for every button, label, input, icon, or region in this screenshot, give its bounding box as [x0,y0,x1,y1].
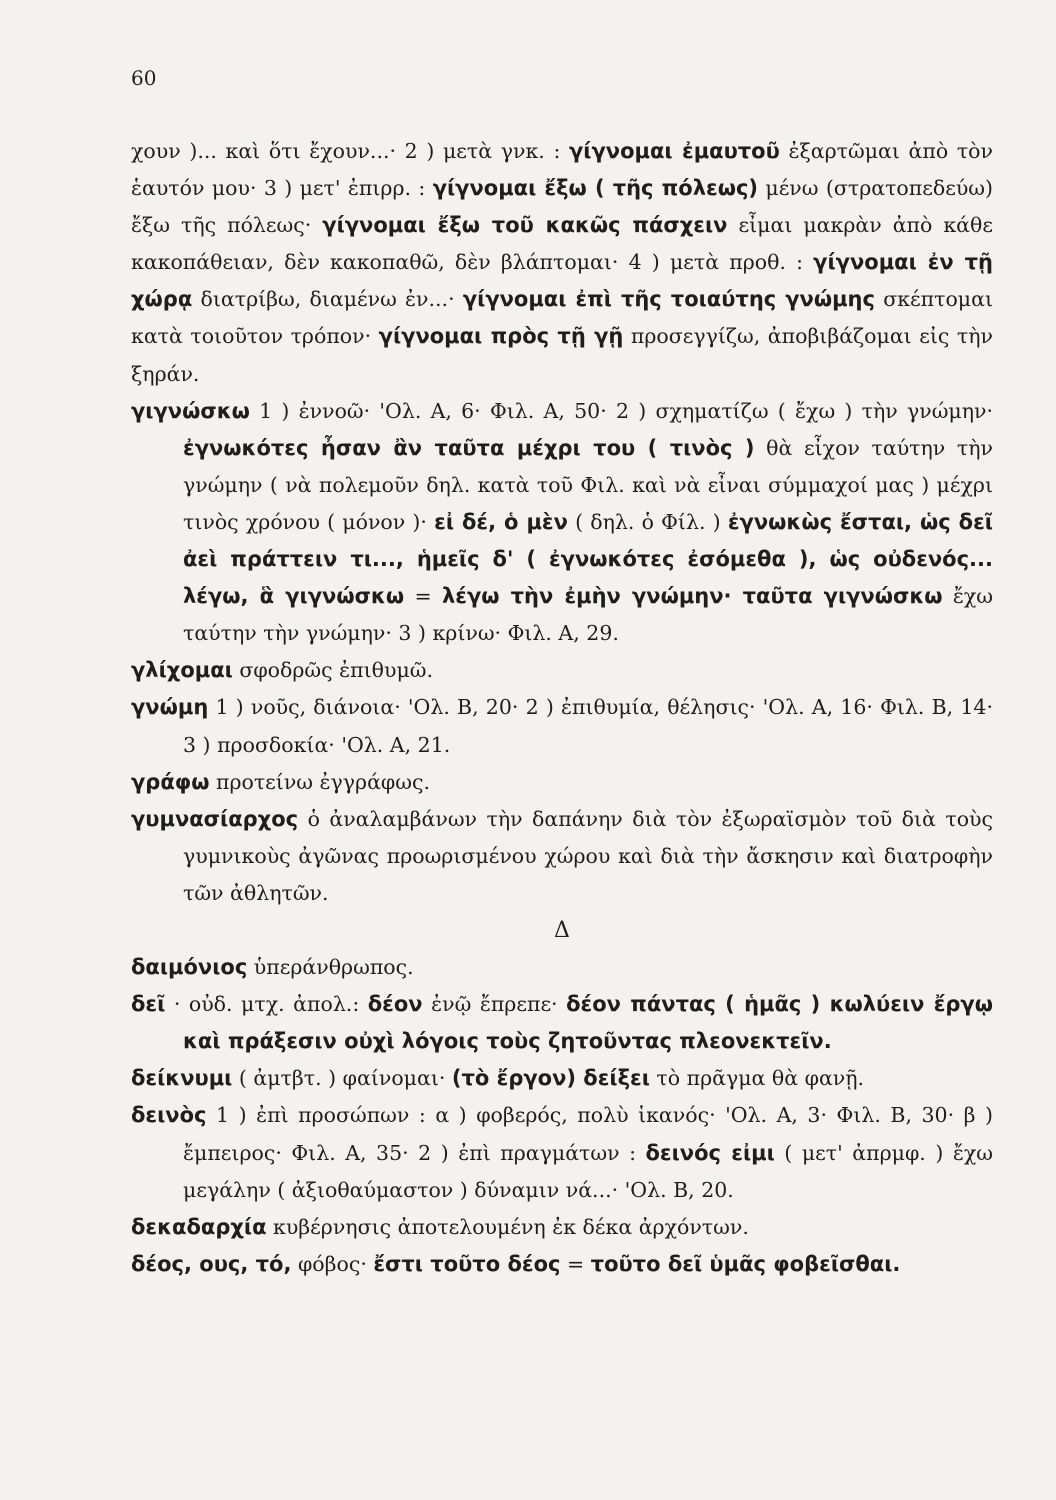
dictionary-entry [131,689,993,763]
bold-phrase: ἐγνωκότες ἦσαν ἂν ταῦτα μέχρι του ( τινὸς ) [183,435,755,460]
bold-phrase: γίγνομαι πρὸς τῇ γῇ [378,324,624,349]
entry-headword: δεῖ [131,992,166,1017]
bold-phrase: γίγνομαι ἐπὶ τῆς τοιαύτης γνώμης [462,287,875,312]
dictionary-entry [131,1097,993,1208]
entry-headword: δεινὸς [131,1103,207,1128]
dictionary-entry [131,652,993,689]
section-letter: Δ [554,917,570,943]
definition-text: 1 ) ἐννοῶ· 'Ολ. Α, 6· Φιλ. Α, 50· 2 ) σχηματίζω ( ἔχω ) τὴν γνώμην· [249,398,993,423]
entry-headword: δείκνυμι [131,1066,233,1091]
entry-headword: γυμνασίαρχος [131,806,299,831]
page-content [131,133,993,1283]
bold-phrase: γίγνομαι ἐμαυτοῦ [569,139,780,163]
definition-text: 1 ) νοῦς, διάνοια· 'Ολ. Β, 20· 2 ) ἐπιθυμία, θέλησις· 'Ολ. Α, 16· Φιλ. Β, 14· 3 ) προσδοκία· 'Ολ. Α, 21. [183,695,993,757]
definition-text: · οὐδ. μτχ. ἀπολ.: [165,992,368,1017]
entries-gamma [131,393,993,912]
dictionary-entry [131,393,993,653]
bold-phrase: γίγνομαι ἐν τῇ χώρᾳ [131,250,993,312]
definition-text: ἐνῷ ἔπρεπε· [422,992,567,1017]
definition-text: διατρίβω, διαμένω ἐν...· [192,287,463,312]
dictionary-entry [131,1060,993,1097]
definition-text: ( μετ' ἀπρμφ. ) ἔχω μεγάλην ( ἀξιοθαύμαστον ) δύναμιν νά...· 'Ολ. Β, 20. [183,1140,993,1202]
definition-text: σφοδρῶς ἐπιθυμῶ. [232,658,433,683]
definition-text: ( δηλ. ὁ Φίλ. ) [567,509,728,534]
entry-headword: δέος, ους, τό, [131,1251,292,1276]
definition-text: ὁ ἀναλαμβάνων τὴν δαπάνην διὰ τὸν ἐξωραϊσμὸν τοῦ διὰ τοὺς γυμνικοὺς ἀγῶνας προωρισμένου χώρου καὶ διὰ τὴν ἄσκησιν καὶ διατροφὴν τῶν ἀθλητῶν. [183,806,993,905]
definition-text: χουν )... καὶ ὅτι ἔχουν...· 2 ) μετὰ γνκ. : [131,139,569,163]
entry-headword: γνώμη [131,695,209,720]
definition-text: σκέπτομαι κατὰ τοιοῦτον τρόπον· [131,287,993,349]
definition-text: προσεγγίζω, ἀποβιβάζομαι εἰς τὴν ξηράν. [131,324,993,386]
definition-text: = [560,1251,591,1276]
entries-delta [131,949,993,1283]
bold-phrase: ἐγνωκὼς ἔσται, ὡς δεῖ ἀεὶ πράττειν τι..., ἡμεῖς δ' ( ἐγνωκότες ἐσόμεθα ), ὡς οὐδενός... λέγω, ἃ γιγνώσκω [183,509,993,609]
bold-phrase: ἔστι τοῦτο δέος [373,1251,561,1276]
definition-text: κυβέρνησις ἀποτελουμένη ἐκ δέκα ἀρχόντων. [266,1214,749,1239]
entry-headword: δεκαδαρχία [131,1214,267,1239]
definition-text: ἔχω ταύτην τὴν γνώμην· 3 ) κρίνω· Φιλ. Α, 29. [183,584,993,646]
bold-phrase: (τὸ ἔργον) δείξει [451,1066,650,1091]
definition-text: ἐξαρτῶμαι ἀπὸ τὸν ἑαυτόν μου· 3 ) μετ' ἐπιρρ. : [131,139,993,201]
bold-phrase: γίγνομαι ἔξω τοῦ κακῶς πάσχειν [322,213,728,238]
definition-text: θὰ εἶχον ταύτην τὴν γνώμην ( νὰ πολεμοῦν δηλ. κατὰ τοῦ Φιλ. καὶ νὰ εἶναι σύμμαχοί μας ) μέχρι τινὸς χρόνου ( μόνον )· [183,435,993,534]
definition-text: ὑπεράνθρωπος. [247,955,414,980]
dictionary-entry [131,1209,993,1246]
dictionary-entry [131,764,993,801]
page-number: 60 [131,66,157,90]
bold-phrase: λέγω τὴν ἐμὴν γνώμην· ταῦτα γιγνώσκω [441,584,943,609]
bold-phrase: τοῦτο δεῖ ὑμᾶς φοβεῖσθαι. [590,1251,901,1276]
entry-headword: γράφω [131,769,210,794]
dictionary-entry [131,986,993,1060]
continuation-paragraph [131,133,993,393]
entry-headword: δαιμόνιος [131,955,248,980]
definition-text: προτείνω ἐγγράφως. [209,769,430,794]
definition-text: = [404,584,442,609]
definition-text: τὸ πρᾶγμα θὰ φανῇ. [649,1066,865,1091]
bold-phrase: δεινός εἰμι [645,1140,775,1165]
definition-text: ( ἀμτβτ. ) φαίνομαι· [232,1066,452,1091]
bold-phrase: γίγνομαι ἔξω ( τῆς πόλεως) [432,176,758,201]
dictionary-entry [131,949,993,986]
entry-headword: γιγνώσκω [131,398,250,423]
dictionary-entry [131,1246,993,1283]
definition-text: μένω (στρατοπεδεύω) ἔξω τῆς πόλεως· [131,176,994,238]
definition-text: 1 ) ἐπὶ προσώπων : α ) φοβερός, πολὺ ἱκανός· 'Ολ. Α, 3· Φιλ. Β, 30· β ) ἔμπειρος· Φιλ. Α, 35· 2 ) ἐπὶ πραγμάτων : [183,1103,993,1165]
dictionary-entry [131,801,993,912]
definition-text: εἶμαι μακρὰν ἀπὸ κάθε κακοπάθειαν, δὲν κακοπαθῶ, δὲν βλάπτομαι· 4 ) μετὰ προθ. : [131,213,993,275]
bold-phrase: εἰ δέ, ὁ μὲν [434,509,568,534]
bold-phrase: δέον πάντας ( ἡμᾶς ) κωλύειν ἔργῳ καὶ πράξεσιν οὐχὶ λόγοις τοὺς ζητοῦντας πλεονεκτεῖν. [183,992,993,1054]
definition-text: φόβος· [291,1251,374,1276]
entry-headword: γλίχομαι [131,658,233,683]
bold-phrase: δέον [367,992,423,1017]
